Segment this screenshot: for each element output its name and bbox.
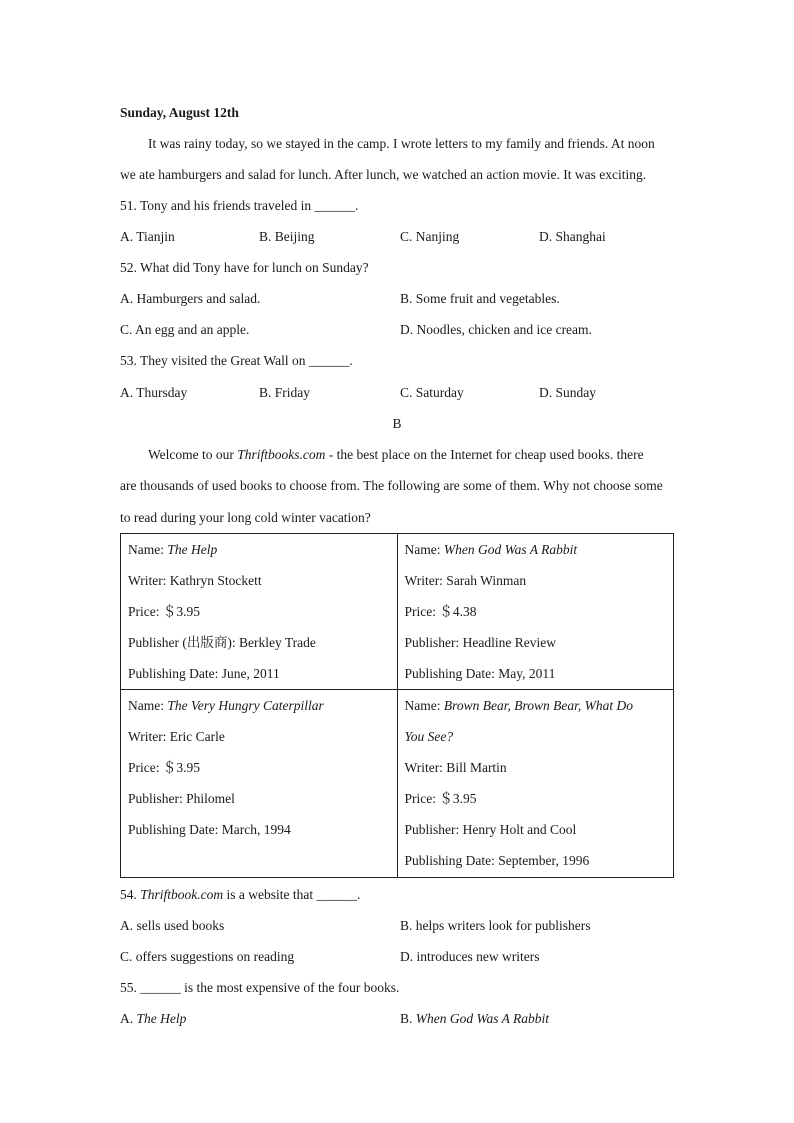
question-53-option-b: B. Friday: [259, 385, 311, 400]
book-cell-when-god-was-a-rabbit: [397, 534, 674, 690]
question-54-option-a: A. sells used books: [120, 918, 225, 933]
question-54-option-d: D. introduces new writers: [400, 949, 540, 964]
book-publisher: Publisher (出版商): Berkley Trade: [128, 635, 316, 650]
question-54-stem: 54. Thriftbook.com is a website that ______.: [120, 887, 361, 902]
book-writer: Writer: Kathryn Stockett: [128, 573, 262, 588]
question-51-option-d: D. Shanghai: [539, 229, 606, 244]
question-51-stem: 51. Tony and his friends traveled in ______.: [120, 198, 359, 213]
book-name: Name: Brown Bear, Brown Bear, What Do: [404, 698, 633, 713]
section-b-intro-line-3: to read during your long cold winter vacation?: [120, 510, 371, 525]
diary-date: Sunday, August 12th: [120, 105, 239, 120]
section-b-intro-line-1: Welcome to our Thriftbooks.com - the best place on the Internet for cheap used books. there: [148, 447, 644, 462]
question-51-option-c: C. Nanjing: [400, 229, 460, 244]
book-price: Price: ＄3.95: [128, 604, 200, 619]
question-53-option-a: A. Thursday: [120, 385, 188, 400]
books-table: [120, 533, 674, 878]
book-publisher: Publisher: Philomel: [128, 791, 235, 806]
question-51-option-b: B. Beijing: [259, 229, 315, 244]
question-52-option-b: B. Some fruit and vegetables.: [400, 291, 560, 306]
book-writer: Writer: Eric Carle: [128, 729, 225, 744]
book-name: Name: The Very Hungry Caterpillar: [128, 698, 324, 713]
question-52-stem: 52. What did Tony have for lunch on Sunday?: [120, 260, 369, 275]
section-b-intro-line-2: are thousands of used books to choose from. The following are some of them. Why not choose some: [120, 478, 663, 493]
diary-paragraph-line-1: It was rainy today, so we stayed in the camp. I wrote letters to my family and friends. At noon: [148, 136, 655, 151]
question-51-option-a: A. Tianjin: [120, 229, 175, 244]
question-53-option-c: C. Saturday: [400, 385, 464, 400]
book-name: Name: The Help: [128, 542, 218, 557]
book-price: Price: ＄4.38: [404, 604, 477, 619]
question-55-stem: 55. ______ is the most expensive of the four books.: [120, 980, 400, 995]
question-53-option-d: D. Sunday: [539, 385, 596, 400]
book-cell-the-very-hungry-caterpillar: [121, 690, 398, 878]
question-55-option-b: B. When God Was A Rabbit: [400, 1011, 550, 1026]
book-writer: Writer: Sarah Winman: [404, 573, 527, 588]
book-cell-the-help: [121, 534, 398, 690]
book-publishing-date: Publishing Date: May, 2011: [404, 666, 556, 681]
diary-paragraph-line-2: we ate hamburgers and salad for lunch. After lunch, we watched an action movie. It was exciting.: [120, 167, 647, 182]
table-row: [121, 534, 674, 690]
book-publisher: Publisher: Headline Review: [404, 635, 556, 650]
question-52-option-c: C. An egg and an apple.: [120, 322, 250, 337]
site-name: Thriftbooks.com: [237, 447, 326, 462]
section-b-heading: B: [392, 416, 402, 431]
book-publishing-date: Publishing Date: March, 1994: [128, 822, 291, 837]
question-55-option-a: A. The Help: [120, 1011, 187, 1026]
book-publisher: Publisher: Henry Holt and Cool: [404, 822, 577, 837]
question-54-option-b: B. helps writers look for publishers: [400, 918, 591, 933]
book-name-continued: You See?: [404, 729, 454, 744]
book-publishing-date: Publishing Date: September, 1996: [404, 853, 590, 868]
question-52-option-a: A. Hamburgers and salad.: [120, 291, 261, 306]
question-52-option-d: D. Noodles, chicken and ice cream.: [400, 322, 592, 337]
question-54-option-c: C. offers suggestions on reading: [120, 949, 295, 964]
book-writer: Writer: Bill Martin: [404, 760, 507, 775]
book-price: Price: ＄3.95: [404, 791, 477, 806]
question-53-stem: 53. They visited the Great Wall on ______.: [120, 353, 353, 368]
book-price: Price: ＄3.95: [128, 760, 200, 775]
book-publishing-date: Publishing Date: June, 2011: [128, 666, 280, 681]
book-name: Name: When God Was A Rabbit: [404, 542, 578, 557]
table-row: [121, 690, 674, 878]
book-cell-brown-bear: [397, 690, 674, 878]
